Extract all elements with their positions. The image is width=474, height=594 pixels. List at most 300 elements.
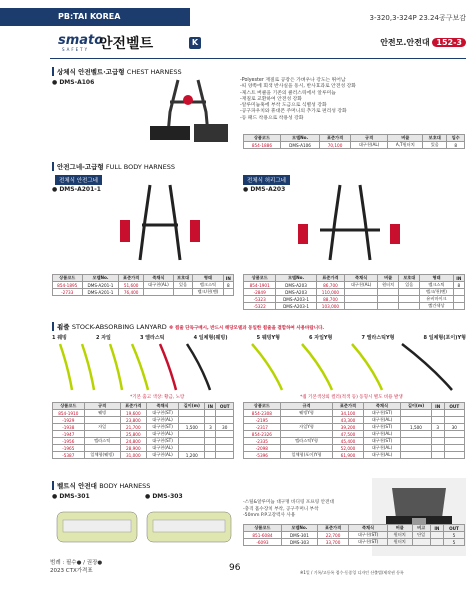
category-name: 안전모.안전대 bbox=[380, 38, 430, 47]
hook: 대구천(AL) bbox=[363, 431, 400, 438]
length: 1,200 bbox=[179, 452, 205, 459]
price: 21,700 bbox=[120, 424, 146, 431]
section-title: 안전그네-고급형 bbox=[57, 163, 104, 171]
hook: 대구천(AL) bbox=[146, 417, 178, 424]
table-row bbox=[53, 424, 234, 431]
column-header: 죽채식 bbox=[363, 403, 400, 410]
note: 단일 bbox=[412, 532, 430, 539]
footer-legend: 범례 : 필수● / 권장● bbox=[50, 560, 103, 566]
column-header: OUT bbox=[444, 403, 464, 410]
in-qty: 3 bbox=[431, 424, 444, 431]
out-qty bbox=[216, 410, 234, 417]
out-qty: 30 bbox=[216, 424, 234, 431]
model-name: DMS-A106 bbox=[59, 79, 95, 86]
pad bbox=[399, 289, 420, 296]
spec bbox=[345, 296, 378, 303]
table-row bbox=[244, 532, 465, 539]
spec: 일체형(포이)Y형 bbox=[280, 452, 333, 459]
spec: 엘라스틱 bbox=[84, 438, 120, 445]
buckle bbox=[378, 289, 399, 296]
note bbox=[412, 539, 430, 546]
column-header: 규격 bbox=[350, 135, 388, 142]
body-harness-images bbox=[55, 502, 235, 552]
column-header: 표준가격 bbox=[320, 135, 351, 142]
footer-left bbox=[50, 559, 102, 575]
price: 22,700 bbox=[317, 532, 348, 539]
section-title-en: BODY HARNESS bbox=[99, 482, 151, 490]
hook: 대구천(AL) bbox=[146, 431, 178, 438]
feature-list bbox=[243, 500, 373, 520]
length bbox=[401, 410, 432, 417]
in-qty bbox=[205, 452, 216, 459]
pad bbox=[173, 289, 192, 296]
in-qty: 3 bbox=[205, 424, 216, 431]
column-header: 상품코드 bbox=[244, 135, 281, 142]
section-title: 벨트식 안전대 bbox=[57, 482, 97, 490]
in-qty bbox=[430, 539, 443, 546]
hook: 대구천(ST) bbox=[349, 532, 388, 539]
column-header: 표준가격 bbox=[119, 275, 143, 282]
spec: 웨빙Y형 bbox=[280, 410, 333, 417]
model-no: DMS-A106 bbox=[280, 142, 319, 149]
section-title-en: FULL BODY HARNESS bbox=[105, 163, 175, 171]
price: 45,400 bbox=[333, 438, 363, 445]
product-code: -6093 bbox=[244, 539, 282, 546]
model-name: DMS-A203 bbox=[250, 186, 286, 193]
brand-logo: smato bbox=[58, 33, 104, 48]
type: 벨크/천(밴) bbox=[420, 289, 453, 296]
footer-note: ※1일 / 기록/고등록 접수·동종잉 디자인 산출법/제작권 등록 bbox=[300, 570, 404, 575]
in-qty bbox=[431, 438, 444, 445]
section-full-body-harness bbox=[52, 162, 175, 171]
page-number: 96 bbox=[229, 563, 241, 573]
hook: 대구천(ST) bbox=[146, 438, 178, 445]
feature-line: -충격 흡수장치 부착, 공구주머니 부착 bbox=[243, 506, 319, 512]
in-qty bbox=[431, 431, 444, 438]
table-row bbox=[244, 424, 465, 431]
out-qty bbox=[216, 445, 234, 452]
model-no: DMS-301 bbox=[281, 532, 317, 539]
column-header: 길이(m) bbox=[401, 403, 432, 410]
column-header: 표준가격 bbox=[316, 275, 344, 282]
column-header: 입수 bbox=[447, 135, 465, 142]
table-row bbox=[244, 445, 465, 452]
in-qty bbox=[431, 417, 444, 424]
tag-full-body: 전체식 안전그네 bbox=[55, 175, 102, 185]
section-title: 죔줄 bbox=[57, 323, 70, 331]
lanyard-color-note-extra: *죔 기본색상외 컬러(적색 등) 동형시 별도 비용 발생 bbox=[300, 395, 403, 400]
table-row bbox=[244, 289, 465, 296]
column-header: 모델No. bbox=[82, 275, 119, 282]
column-header: 비고 bbox=[412, 525, 430, 532]
qty: 8 bbox=[447, 142, 465, 149]
hook: 대구천(ST) bbox=[363, 410, 400, 417]
lanyard-warning: ※ 죔줄 단독구매시, 반드시 해당모델과 동일한 죔줄을 결합하여 사용바랍니다. bbox=[169, 326, 325, 331]
product-code: -2098 bbox=[244, 445, 281, 452]
spec bbox=[345, 289, 378, 296]
column-header: 죽채식 bbox=[345, 275, 378, 282]
in-qty bbox=[205, 438, 216, 445]
price: 31,000 bbox=[120, 452, 146, 459]
section-lanyard bbox=[52, 322, 324, 331]
table-header-row bbox=[244, 275, 465, 282]
pad: 있음 bbox=[423, 142, 447, 149]
qty bbox=[453, 303, 464, 310]
hook: 대구천(AL) bbox=[146, 445, 178, 452]
column-header: IN bbox=[205, 403, 216, 410]
column-header: 죽채식 bbox=[146, 403, 178, 410]
out-qty: 30 bbox=[444, 424, 464, 431]
model-label: ● DMS-301 bbox=[52, 493, 90, 500]
column-header: 보호대 bbox=[173, 275, 192, 282]
in-qty bbox=[205, 445, 216, 452]
lanyard-label: 2 자일 bbox=[95, 335, 111, 341]
feature-line: -재질로 교환하여 안전성 강화 bbox=[240, 96, 302, 102]
qty: 8 bbox=[453, 282, 464, 289]
qty bbox=[453, 296, 464, 303]
spec: 일체형(웨빙) bbox=[84, 452, 120, 459]
price: 28,900 bbox=[120, 445, 146, 452]
product-code: 854-1895 bbox=[53, 282, 83, 289]
model-no: DMS-A203 bbox=[276, 282, 316, 289]
in-qty bbox=[205, 431, 216, 438]
product-code: 851-6084 bbox=[244, 532, 282, 539]
pad: 있음 bbox=[399, 282, 420, 289]
header-bar bbox=[0, 8, 190, 26]
column-header: 표준가격 bbox=[317, 525, 348, 532]
price: 76,400 bbox=[119, 289, 143, 296]
buckle bbox=[378, 303, 399, 310]
page-ref: 3-320,3-324P 23.24공구보감 bbox=[369, 14, 466, 22]
model-no: DMS-A201-1 bbox=[82, 282, 119, 289]
section-title-en: CHEST HARNESS bbox=[126, 68, 182, 76]
model-no: DMS-A203 bbox=[276, 289, 316, 296]
price: 88,700 bbox=[316, 296, 344, 303]
column-header: 모델No. bbox=[280, 135, 319, 142]
hook: 대구천(AL) bbox=[363, 452, 400, 459]
column-header: 규격 bbox=[84, 403, 120, 410]
out-qty bbox=[216, 431, 234, 438]
feature-line: -50mm P.P고강력사 사용 bbox=[243, 513, 296, 518]
price: 61,900 bbox=[333, 452, 363, 459]
product-code: -2335 bbox=[244, 438, 281, 445]
table-row bbox=[244, 431, 465, 438]
price: 24,800 bbox=[120, 438, 146, 445]
spec-table-waist bbox=[243, 274, 465, 310]
length bbox=[179, 431, 205, 438]
price: 33,700 bbox=[317, 539, 348, 546]
column-header: 표준가격 bbox=[120, 403, 146, 410]
column-header: 모델No. bbox=[281, 525, 317, 532]
product-code: -5322 bbox=[244, 303, 276, 310]
hook: 대구천(AL) bbox=[363, 445, 400, 452]
type: 벨크스틱 bbox=[420, 282, 453, 289]
lanyard-label: 5 웨빙Y형 bbox=[256, 335, 280, 341]
product-code: -1965 bbox=[53, 445, 85, 452]
lanyard-label: 3 엘라스틱 bbox=[139, 335, 165, 341]
out-qty bbox=[216, 417, 234, 424]
price: 70,100 bbox=[320, 142, 351, 149]
spec bbox=[84, 417, 120, 424]
table-header-row bbox=[244, 403, 465, 410]
lanyard-label: 4 일체형(웨빙) bbox=[193, 335, 228, 341]
in-qty bbox=[205, 417, 216, 424]
column-header: 길이(m) bbox=[179, 403, 205, 410]
spec-table-lanyard-y bbox=[243, 402, 465, 459]
product-code: 854-1901 bbox=[244, 282, 276, 289]
table-row bbox=[244, 142, 465, 149]
lanyard-label: 7 엘라스틱Y형 bbox=[361, 335, 395, 341]
out-qty bbox=[444, 417, 464, 424]
feature-line: -띠 양쪽에 회색 반사실을 동시, 반사효과로 안전성 강화 bbox=[240, 84, 356, 90]
feature-line: -공구파우치와 휴대폰 주머니의 추가로 편리성 강화 bbox=[240, 109, 347, 115]
model-no: DMS-303 bbox=[281, 539, 317, 546]
out-qty: 5 bbox=[443, 532, 464, 539]
spec-table-full-body bbox=[52, 274, 234, 296]
length: 1,500 bbox=[179, 424, 205, 431]
brand-logo-sub: SAFETY bbox=[62, 47, 90, 52]
length bbox=[401, 445, 432, 452]
product-code: -2195 bbox=[244, 417, 281, 424]
table-row bbox=[53, 289, 234, 296]
product-code: -1929 bbox=[53, 417, 85, 424]
column-header: 상품코드 bbox=[53, 275, 83, 282]
spec bbox=[345, 303, 378, 310]
header-bar-text: PB:TAI KOREA bbox=[58, 12, 121, 21]
lanyard-label: 8 일체형(포이)Y형 bbox=[423, 335, 466, 341]
buckle: A,T원터치 bbox=[388, 142, 423, 149]
qty bbox=[453, 289, 464, 296]
tag-waist: 전체식 허리그네 bbox=[243, 175, 290, 185]
footer-copyright: 2023 CTX가격표 bbox=[50, 568, 93, 574]
length bbox=[179, 410, 205, 417]
product-code: 854-1886 bbox=[244, 142, 281, 149]
category-page: 152-3 bbox=[432, 38, 466, 47]
length bbox=[179, 445, 205, 452]
column-header: 버클 bbox=[388, 135, 423, 142]
spec: 웨빙 bbox=[84, 410, 120, 417]
spec: 자일 bbox=[84, 424, 120, 431]
in-qty bbox=[431, 410, 444, 417]
column-header: IN bbox=[453, 275, 464, 282]
product-code: 854-1910 bbox=[53, 410, 85, 417]
length bbox=[401, 431, 432, 438]
price: 19,600 bbox=[120, 410, 146, 417]
price: 43,300 bbox=[333, 417, 363, 424]
table-row bbox=[53, 282, 234, 289]
price: 23,800 bbox=[120, 417, 146, 424]
hook: 대구천(ST) bbox=[349, 539, 388, 546]
in-qty bbox=[431, 452, 444, 459]
feature-line: -제스트 버클을 기존의 클러스릭에서 알루미늄 bbox=[240, 90, 336, 96]
hook: 대구천(ST) bbox=[146, 410, 178, 417]
product-code: 854-2326 bbox=[244, 431, 281, 438]
model-label: ● DMS-A106 bbox=[52, 79, 95, 86]
length bbox=[401, 417, 432, 424]
out-qty bbox=[444, 410, 464, 417]
feature-line: -등 패드 착용으로 착용성 강화 bbox=[240, 115, 304, 121]
lanyard-label: 1 웨빙 bbox=[52, 335, 67, 341]
out-qty: 5 bbox=[443, 539, 464, 546]
section-body-harness bbox=[52, 481, 150, 490]
lanyard-labels bbox=[52, 334, 466, 341]
column-header: 버클 bbox=[378, 275, 399, 282]
table-row bbox=[244, 303, 465, 310]
column-header: IN bbox=[430, 525, 443, 532]
model-no: DMS-A203-1 bbox=[276, 303, 316, 310]
model-no: DMS-A203-1 bbox=[276, 296, 316, 303]
table-row bbox=[244, 417, 465, 424]
table-row bbox=[53, 445, 234, 452]
hook: 대구천(AL) bbox=[146, 452, 178, 459]
price: 47,500 bbox=[333, 431, 363, 438]
table-row bbox=[53, 410, 234, 417]
table-header-row bbox=[53, 403, 234, 410]
price: 25,800 bbox=[120, 431, 146, 438]
length: 1,500 bbox=[401, 424, 432, 431]
column-header: 죽채식 bbox=[143, 275, 173, 282]
model-name: DMS-303 bbox=[152, 493, 183, 500]
type: 빨간색상 bbox=[420, 303, 453, 310]
spec-table-body-harness bbox=[243, 524, 465, 546]
feature-list bbox=[240, 78, 468, 122]
hook: 대구천(ST) bbox=[363, 424, 400, 431]
section-title: 상체식 안전벨트·고급형 bbox=[57, 68, 125, 76]
column-header: OUT bbox=[443, 525, 464, 532]
product-code: -5396 bbox=[244, 452, 281, 459]
in-qty bbox=[430, 532, 443, 539]
pad bbox=[399, 303, 420, 310]
column-header: IN bbox=[223, 275, 233, 282]
product-code: -2849 bbox=[244, 289, 276, 296]
product-code: -2733 bbox=[53, 289, 83, 296]
out-qty bbox=[444, 431, 464, 438]
spec bbox=[280, 431, 333, 438]
in-qty bbox=[205, 410, 216, 417]
out-qty bbox=[216, 452, 234, 459]
feature-line: -알루미늄훅에 부착 도금으로 식별성 강화 bbox=[240, 103, 327, 109]
feature-line: -스틸&알루미늄 대구멍 바디링 포프링 안전대 bbox=[243, 500, 334, 505]
waist-harness-image bbox=[290, 180, 410, 270]
table-row bbox=[244, 296, 465, 303]
product-code: -1947 bbox=[53, 431, 85, 438]
table-row bbox=[53, 452, 234, 459]
spec bbox=[143, 289, 173, 296]
column-header: 상품코드 bbox=[53, 403, 85, 410]
column-header: 형태 bbox=[193, 275, 223, 282]
table-row bbox=[244, 410, 465, 417]
price: 103,000 bbox=[316, 303, 344, 310]
type: 벨크/천(밴) bbox=[193, 289, 223, 296]
spec bbox=[280, 445, 333, 452]
spec bbox=[84, 445, 120, 452]
length bbox=[401, 452, 432, 459]
spec: 자일Y형 bbox=[280, 424, 333, 431]
in-qty bbox=[431, 445, 444, 452]
price: 39,200 bbox=[333, 424, 363, 431]
column-header: 보호대 bbox=[423, 135, 447, 142]
length bbox=[179, 417, 205, 424]
buckle: 원터치 bbox=[378, 282, 399, 289]
page-title: 안전벨트 bbox=[99, 36, 154, 52]
spec-table-lanyard-single bbox=[52, 402, 234, 459]
type: 유비마이크 bbox=[420, 296, 453, 303]
model-no: DMS-A201-1 bbox=[82, 289, 119, 296]
spec: 엘라스틱Y형 bbox=[280, 438, 333, 445]
model-label: ● DMS-A203 bbox=[243, 186, 286, 193]
table-row bbox=[244, 438, 465, 445]
column-header: 형태 bbox=[420, 275, 453, 282]
qty: 8 bbox=[223, 282, 233, 289]
product-code: -5387 bbox=[53, 452, 85, 459]
qty bbox=[223, 289, 233, 296]
price: 51,600 bbox=[119, 282, 143, 289]
table-row bbox=[244, 282, 465, 289]
product-code: -1938 bbox=[53, 424, 85, 431]
column-header: 버클 bbox=[387, 525, 412, 532]
hook: 대구천(AL) bbox=[363, 417, 400, 424]
column-header: 보호대 bbox=[399, 275, 420, 282]
table-row bbox=[53, 438, 234, 445]
model-label: ● DMS-A201-1 bbox=[52, 186, 101, 193]
product-code: -5323 bbox=[244, 296, 276, 303]
table-header-row bbox=[244, 525, 465, 532]
spec: 대구천(AL) bbox=[345, 282, 378, 289]
spec bbox=[84, 431, 120, 438]
spec bbox=[280, 417, 333, 424]
out-qty bbox=[444, 438, 464, 445]
out-qty bbox=[444, 445, 464, 452]
column-header: 표준가격 bbox=[333, 403, 363, 410]
price: 86,700 bbox=[316, 282, 344, 289]
column-header: 모델No. bbox=[276, 275, 316, 282]
table-row bbox=[244, 452, 465, 459]
feature-line: -Polyester 재질로 공장은 가벼우나 강도는 뛰어남 bbox=[240, 78, 346, 83]
table-row bbox=[244, 539, 465, 546]
model-label: ● DMS-303 bbox=[145, 493, 183, 500]
spec: 대구천(AL) bbox=[350, 142, 388, 149]
type: 벨크스틱 bbox=[193, 282, 223, 289]
model-name: DMS-301 bbox=[59, 493, 90, 500]
lanyard-images bbox=[52, 342, 466, 392]
table-row bbox=[53, 417, 234, 424]
table-header-row bbox=[244, 135, 465, 142]
hook: 대구천(ST) bbox=[363, 438, 400, 445]
price: 52,000 bbox=[333, 445, 363, 452]
table-header-row bbox=[53, 275, 234, 282]
length bbox=[401, 438, 432, 445]
column-header: OUT bbox=[216, 403, 234, 410]
out-qty bbox=[444, 452, 464, 459]
column-header: 상품코드 bbox=[244, 525, 282, 532]
buckle bbox=[378, 296, 399, 303]
category-label bbox=[380, 37, 466, 48]
section-title-en: STOCK-ABSORBING LANYARD bbox=[71, 323, 167, 331]
spec: 대구천(AL) bbox=[143, 282, 173, 289]
full-body-harness-image bbox=[100, 180, 220, 270]
length bbox=[179, 438, 205, 445]
price: 34,100 bbox=[333, 410, 363, 417]
column-header: 죽채식 bbox=[349, 525, 388, 532]
pad: 있음 bbox=[173, 282, 192, 289]
lanyard-label: 6 자일Y형 bbox=[309, 335, 333, 341]
out-qty bbox=[216, 438, 234, 445]
price: 110,000 bbox=[316, 289, 344, 296]
table-row bbox=[53, 431, 234, 438]
lanyard-color-note: *기본 출고 색상: 황금, 노랑 bbox=[130, 395, 185, 400]
column-header: 상품코드 bbox=[244, 275, 276, 282]
product-code: -2317 bbox=[244, 424, 281, 431]
